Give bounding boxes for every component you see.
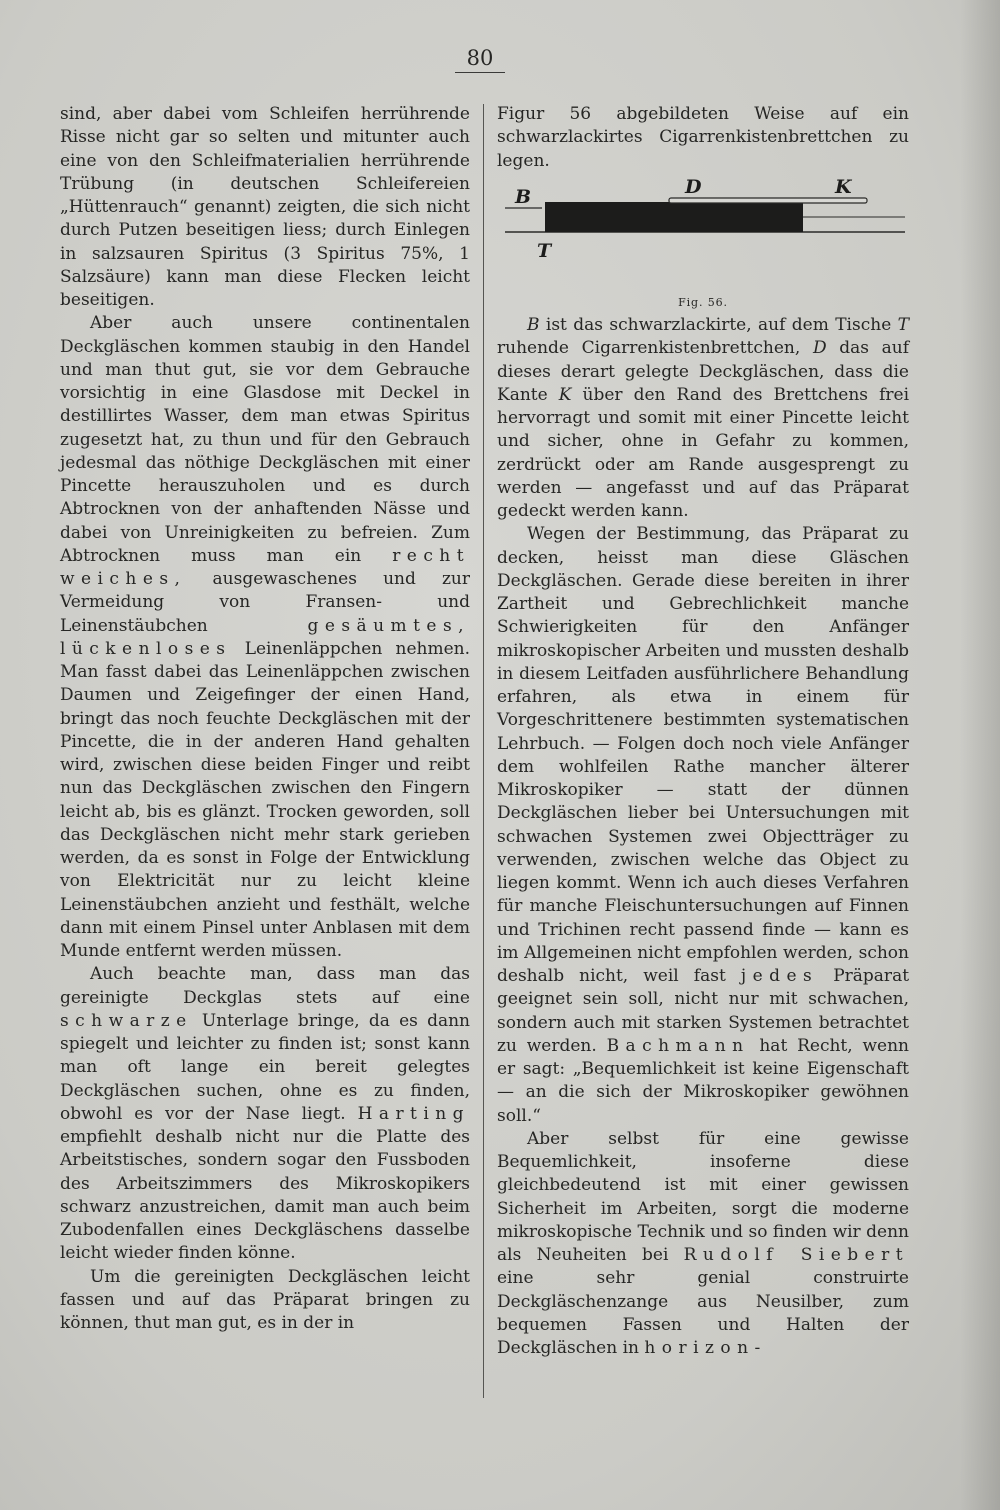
paragraph-text: Auch beachte man, dass man das gereinigte Deckglas stets auf eine — [60, 964, 470, 1008]
variable-d: D — [812, 338, 827, 359]
author-name: Harting — [357, 1103, 470, 1124]
cover-glass — [669, 198, 867, 203]
paragraph-text: sind, aber dabei vom Schleifen herrührende Risse nicht gar so selten und mitunter auch eine von den Schleifmaterialien herrührende Trübung (in deutschen Schleifereien „Hüttenrauch“ genannt) zeigten, die sich nicht durch Putzen beseitigen liess; durch Einlegen in salzsauren Spiritus (3 Spiritus 75%, 1 Salzsäure) kann man diese Flecken leicht beseitigen. — [60, 104, 470, 310]
coverslip-diagram — [497, 173, 909, 291]
spaced-emphasis: schwarze — [60, 1010, 193, 1031]
paragraph — [497, 103, 909, 173]
paragraph-text: Um die gereinigten Deckgläschen leicht fassen und auf das Präparat bringen zu können, thut man gut, es in der in — [60, 1266, 470, 1333]
paragraph-text: ist das schwarzlackirte, auf dem Tische — [545, 315, 892, 335]
paragraph-text: Aber selbst für eine gewisse Bequemlichkeit, insoferne diese gleichbedeutend ist mit einer gewissen Sicherheit im Arbeiten, sorgt die moderne mikroskopische Technik und so finden wir denn als Neuheiten bei — [497, 1128, 909, 1265]
figure-56 — [497, 173, 909, 291]
paragraph-text: das auf dieses derart gelegte Deckgläschen, dass die Kante — [497, 338, 910, 405]
black-board — [545, 202, 803, 232]
paragraph-text: Leinenläppchen nehmen. Man fasst dabei das Leinenläppchen zwischen Daumen und Zeigefinger der einen Hand, bringt das noch feuchte Deckgläschen mit der Pincette, die in der anderen Hand gehalten wird, zwischen diese beiden Finger und reibt nun das Deckgläschen zwischen den Fingern leicht ab, bis es glänzt. Trocken geworden, soll das Deckgläschen nicht mehr stark gerieben werden, da es sonst in Folge der Entwicklung von Elektricität nur zu leicht kleine Leinenstäubchen anzieht und festhält, welche dann mit einem Pinsel unter Anblasen mit dem Munde entfernt werden müssen. — [60, 638, 470, 961]
paragraph-text: empfiehlt deshalb nicht nur die Platte des Arbeitstisches, sondern sogar den Fussboden des Arbeitszimmers des Mikroskopikers schwarz anzustreichen, damit man auch beim Zubodenfallen eines Deckgläschens dasselbe leicht wieder finden könne. — [60, 1127, 470, 1264]
variable-k: K — [558, 384, 572, 405]
paragraph-text: Wegen der Bestimmung, das Präparat zu decken, heisst man diese Gläschen Deckgläschen. Gerade diese bereiten in ihrer Zartheit und Gebrechlichkeit manche Schwierigkeiten für den Anfänger mikroskopischer Arbeiten und mussten deshalb in diesem Leitfaden ausführlichere Behandlung erfahren, als etwa in einem für Vorgeschrittenere bestimmten systematischen Lehrbuch. — Folgen doch noch viele Anfänger dem wohlfeilen Rathe mancher älterer Mikroskopiker — statt der dünnen Deckgläschen lieber bei Untersuchungen mit schwachen Systemen zwei Objectträger zu verwenden, zwischen welche das Object zu liegen kommt. Wenn ich auch dieses Verfahren für manche Fleischuntersuchungen auf Finnen und Trichinen recht passend finde — kann es im Allgemeinen nicht empfohlen werden, schon deshalb nicht, weil fast — [497, 524, 909, 986]
spaced-emphasis: gesäumtes, lückenloses — [60, 615, 470, 659]
page-number: 80 — [455, 46, 505, 73]
paragraph-text: Unterlage bringe, da es dann spiegelt und leichter zu finden ist; sonst kann man oft lange ein bereit gelegtes Deckgläschen suchen, ohne es zu finden, obwohl es vor der Nase liegt. — [60, 1010, 470, 1124]
author-name: Bachmann — [606, 1035, 750, 1056]
figure-caption: Fig. 56. — [678, 295, 728, 309]
label-t: T — [537, 239, 552, 262]
paragraph-text: ausgewaschenes und zur Vermeidung von Fransen- und Leinenstäubchen — [60, 569, 470, 636]
label-k: K — [835, 175, 852, 198]
spaced-emphasis: recht weiches, — [60, 545, 471, 589]
paragraph — [497, 314, 909, 523]
paragraph — [60, 1266, 470, 1336]
label-b: B — [515, 185, 532, 208]
column-divider — [483, 104, 484, 1398]
paragraph-text: über den Rand des Brettchens frei hervorragt und somit mit einer Pincette leicht und sicher, ohne in Gefahr zu kommen, zerdrückt oder am Rande ausgesprengt zu werden — angefasst und auf das Präparat gedeckt werden kann. — [497, 384, 909, 521]
label-d: D — [685, 175, 702, 198]
paragraph-text: ruhende Cigarrenkistenbrettchen, — [497, 338, 801, 359]
page-edge-shadow — [960, 0, 1000, 1510]
paragraph-text: Aber auch unsere continentalen Deckgläschen kommen staubig in den Handel und man thut gut, sie vor dem Gebrauche vorsichtig in eine Glasdose mit Deckel in destillirtes Wasser, dem man etwas Spiritus zugesetzt hat, zu thun und für den Gebrauch jedesmal das nöthige Deckgläschen mit einer Pincette herauszuholen und es durch Abtrocknen von der anhaftenden Nässe und dabei von Unreinigkeiten zu befreien. Zum Abtrocknen muss man ein — [60, 313, 470, 566]
paragraph — [497, 523, 909, 1128]
left-column — [60, 103, 470, 1335]
paragraph-text: eine sehr genial construirte Deckgläschenzange aus Neusilber, zum bequemen Fassen und Halten der Deckgläschen in — [497, 1268, 909, 1358]
paragraph-text: hat Recht, wenn er sagt: „Bequemlichkeit ist keine Eigenschaft — an die sich der Mikroskopiker gewöhnen soll.“ — [497, 1035, 909, 1126]
author-name: Rudolf Siebert — [683, 1245, 910, 1265]
paragraph — [60, 963, 470, 1265]
variable-t: T — [897, 315, 909, 335]
paragraph-text: Figur 56 abgebildeten Weise auf ein schwarzlackirtes Cigarrenkistenbrettchen zu legen. — [497, 104, 909, 171]
variable-b: B — [527, 315, 540, 335]
paragraph-text: Präparat geeignet sein soll, nicht nur mit schwachen, sondern auch mit starken Systemen betrachtet zu werden. — [497, 966, 910, 1056]
spaced-emphasis: horizon- — [644, 1338, 767, 1358]
right-column — [497, 103, 909, 1360]
spaced-emphasis: jedes — [740, 966, 819, 986]
paragraph — [497, 1128, 909, 1361]
paragraph — [60, 103, 470, 312]
paragraph — [60, 312, 470, 963]
